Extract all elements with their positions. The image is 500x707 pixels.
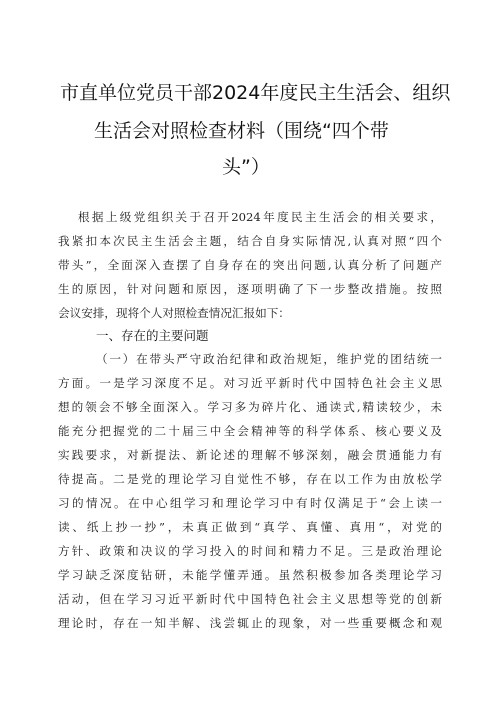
- body-paragraph-line: 读、纸上抄一抄”，未真正做到“真学、真懂、真用“，对党的: [58, 520, 442, 534]
- document-title-line-1: 市直单位党员干部2024年度民主生活会、组织: [60, 82, 451, 104]
- section-heading: 一、存在的主要问题: [96, 328, 209, 343]
- intro-paragraph-line: 会议安排，现将个人对照检查情况汇报如下：: [58, 306, 290, 320]
- body-paragraph-line: 学习缺乏深度钻研，未能学懂弄通。虽然积极参加各类理论学习: [58, 568, 442, 582]
- body-paragraph-line: 理论时，存在一知半解、浅尝辄止的现象，对一些重要概念和观: [58, 616, 442, 630]
- body-paragraph-line: 习的情况。在中心组学习和理论学习中有时仅满足于“会上读一: [58, 496, 442, 510]
- intro-paragraph-line: 我紧扣本次民主生活会主题，结合自身实际情况,认真对照“四个: [58, 234, 442, 248]
- body-paragraph-line: （一）在带头严守政治纪律和政治规矩，维护党的团结统一: [96, 352, 442, 366]
- body-paragraph-line: 活动，但在学习习近平新时代中国特色社会主义思想等党的创新: [58, 592, 442, 606]
- intro-paragraph-line: 根据上级党组织关于召开2024年度民主生活会的相关要求，: [78, 210, 442, 224]
- document-title-line-3: 头”）: [222, 156, 270, 178]
- body-paragraph-line: 方针、政策和决议的学习投入的时间和精力不足。三是政治理论: [58, 544, 442, 558]
- body-paragraph-line: 想的领会不够全面深入。学习多为碎片化、通读式,精读较少，未: [58, 400, 442, 414]
- document-title-line-2: 生活会对照检查材料（围绕“四个带: [94, 120, 389, 142]
- intro-paragraph-line: 生的原因，针对问题和原因，逐项明确了下一步整改措施。按照: [58, 282, 442, 296]
- body-paragraph-line: 待提高。二是党的理论学习自觉性不够，存在以工作为由放松学: [58, 472, 442, 486]
- body-paragraph-line: 能充分把握党的二十届三中全会精神等的科学体系、核心要义及: [58, 424, 442, 438]
- body-paragraph-line: 实践要求，对新提法、新论述的理解不够深刻，融会贯通能力有: [58, 448, 442, 462]
- intro-paragraph-line: 带头”，全面深入查摆了自身存在的突出问题,认真分析了问题产: [58, 258, 442, 272]
- body-paragraph-line: 方面。一是学习深度不足。对习近平新时代中国特色社会主义思: [58, 376, 442, 390]
